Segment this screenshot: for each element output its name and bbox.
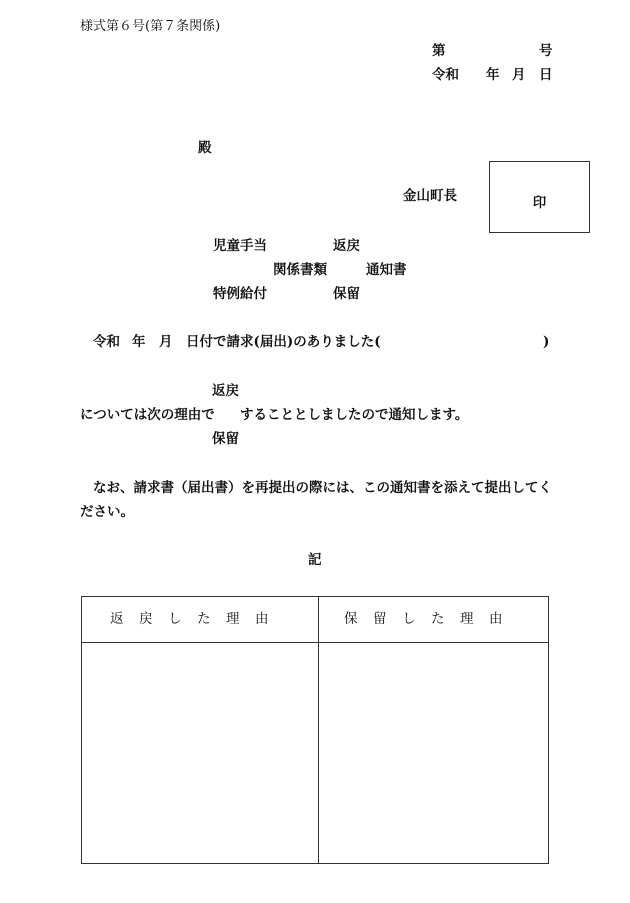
seal-label: 印 <box>532 195 547 211</box>
title-program-2: 特例給付 <box>213 286 267 302</box>
option-return: 返戻 <box>212 383 239 399</box>
title-action-1: 返戻 <box>333 238 360 254</box>
option-hold: 保留 <box>212 431 239 447</box>
hold-reason-cell[interactable] <box>319 643 548 863</box>
ki-heading: 記 <box>308 552 322 568</box>
title-object: 関係書類 <box>273 262 327 278</box>
return-reason-header: 返 戻 し た 理 由 <box>110 611 270 627</box>
hold-reason-header: 保 留 し た 理 由 <box>344 611 504 627</box>
body-line2-text: については次の理由で <box>80 407 215 423</box>
return-reason-cell[interactable] <box>82 643 318 863</box>
date-era: 令和 <box>432 67 459 83</box>
body-year: 年 <box>132 334 146 350</box>
body-line1-text: 日付で請求(届出)のありました( <box>186 334 381 350</box>
title-program-1: 児童手当 <box>213 238 267 254</box>
form-id: 様式第６号(第７条関係) <box>80 19 221 34</box>
note-line-1: なお、請求書（届出書）を再提出の際には、この通知書を添えて提出してく <box>93 480 552 496</box>
number-suffix: 号 <box>539 43 553 59</box>
issuer-title: 金山町長 <box>403 188 457 204</box>
body-line2-rest: することとしましたので通知します。 <box>240 407 469 423</box>
title-doc-type: 通知書 <box>366 262 407 278</box>
body-line1-close: ) <box>543 334 550 350</box>
body-month: 月 <box>159 334 173 350</box>
body-era: 令和 <box>93 334 120 350</box>
addressee-suffix: 殿 <box>198 140 212 156</box>
reason-table <box>81 596 549 864</box>
note-line-2: ださい。 <box>80 504 134 520</box>
date-year: 年 <box>486 67 500 83</box>
seal-box <box>489 161 590 233</box>
title-action-2: 保留 <box>333 286 360 302</box>
date-month: 月 <box>512 67 526 83</box>
number-prefix: 第 <box>432 43 446 59</box>
date-day: 日 <box>539 67 553 83</box>
